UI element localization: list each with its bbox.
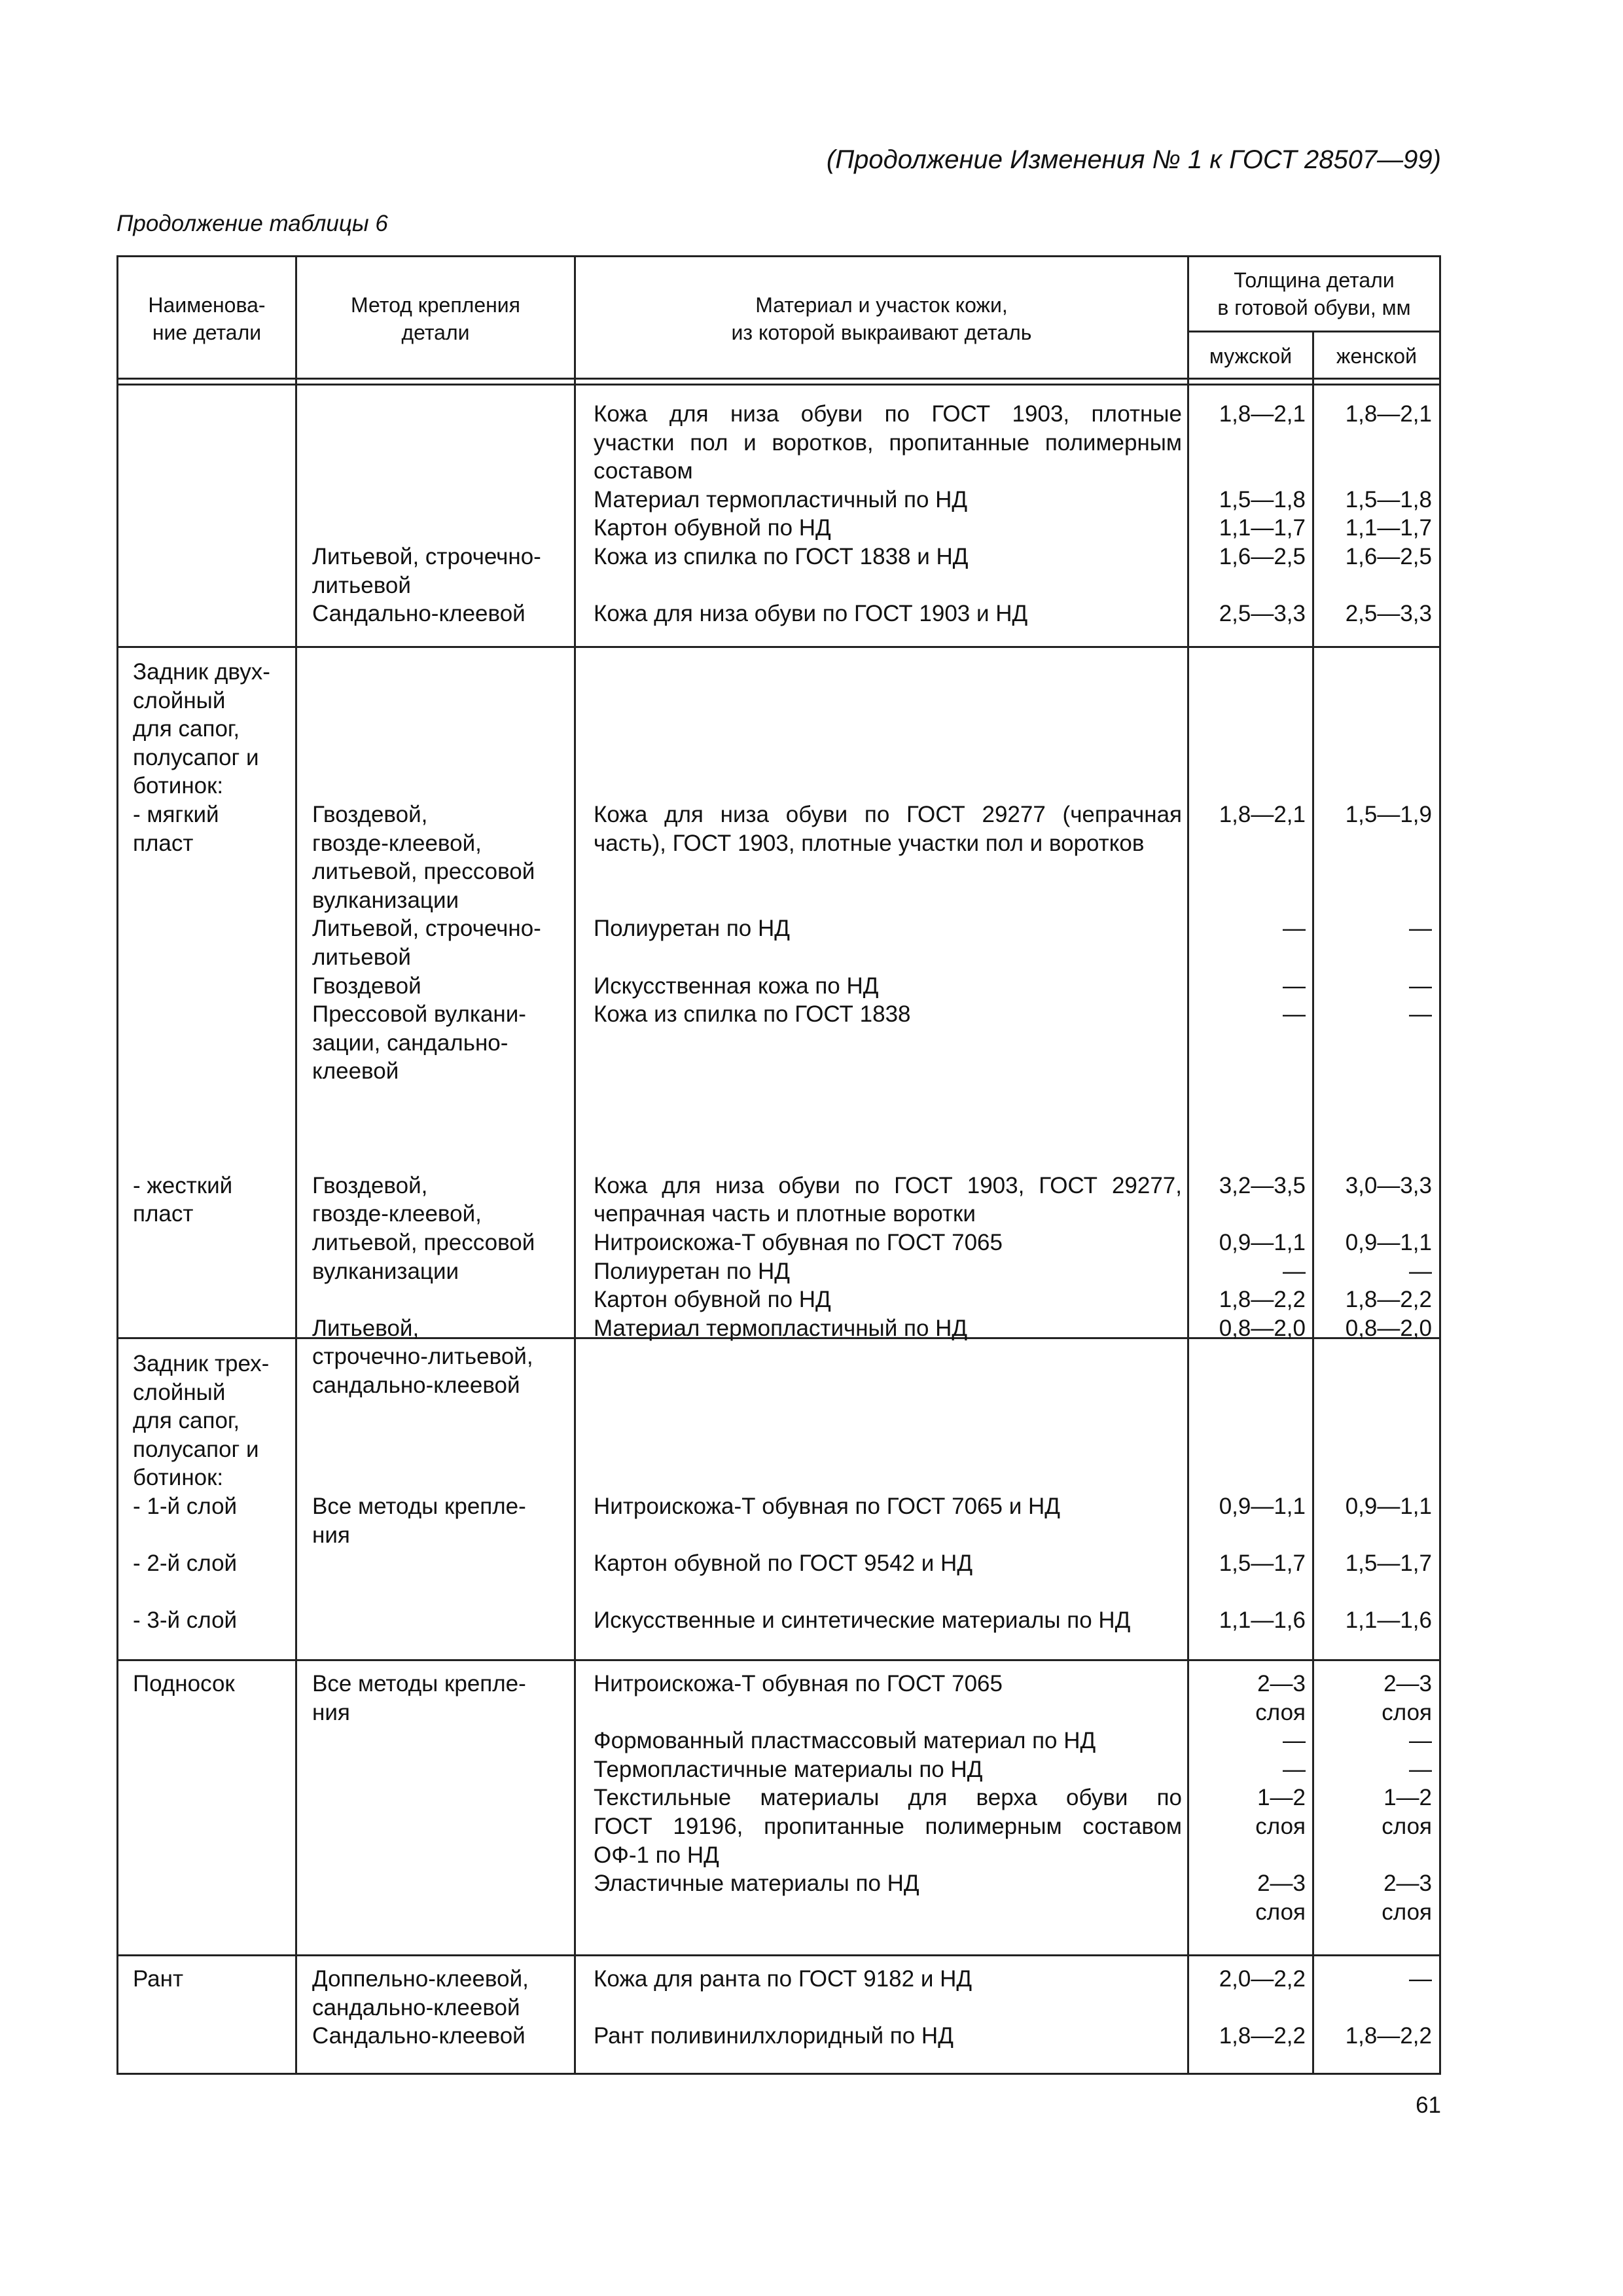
r2-male-line: — bbox=[1283, 916, 1306, 942]
r2-name-line: - жесткий bbox=[133, 1172, 233, 1198]
r4-material-line: ОФ-1 по НД bbox=[594, 1842, 719, 1868]
r2-method-line: литьевой, прессовой bbox=[312, 859, 535, 885]
r2-method-line: гвозде-клеевой, bbox=[312, 1201, 482, 1227]
r3-name-line: слойный bbox=[133, 1379, 226, 1405]
r1-female-line: 2,5—3,3 bbox=[1345, 601, 1432, 627]
r1-material-line: Кожа для низа обуви по ГОСТ 1903, плотные bbox=[594, 401, 1182, 427]
r4-female-line: слоя bbox=[1382, 1814, 1432, 1839]
r2-material-line: Картон обувной по НД bbox=[594, 1287, 831, 1313]
r3-male-line: 0,9—1,1 bbox=[1219, 1494, 1306, 1519]
r2-name-line: для сапог, bbox=[133, 716, 240, 742]
r3-name-line: - 1-й слой bbox=[133, 1494, 238, 1519]
r3-material-line: Искусственные и синтетические материалы по НД bbox=[594, 1607, 1131, 1634]
row-divider bbox=[118, 1659, 1439, 1661]
r2-material-line: Полиуретан по НД bbox=[594, 916, 790, 942]
r2-method-line: вулканизации bbox=[312, 1258, 459, 1284]
r2-name-line: - мягкий bbox=[133, 802, 219, 827]
r2-method-line: сандально-клеевой bbox=[312, 1372, 520, 1398]
r2-male-line: 1,8—2,2 bbox=[1219, 1287, 1306, 1313]
r2-method-line: литьевой bbox=[312, 944, 411, 970]
col-divider bbox=[295, 257, 297, 2073]
r1-female-line: 1,8—2,1 bbox=[1345, 401, 1432, 427]
r2-female-line: 3,0—3,3 bbox=[1345, 1172, 1432, 1198]
header-method: Метод крепления детали bbox=[351, 293, 520, 344]
header-male: мужской bbox=[1209, 344, 1293, 368]
r4-material-line: Термопластичные материалы по НД bbox=[594, 1756, 983, 1782]
r5-name-line: Рант bbox=[133, 1966, 184, 1992]
header-subdivider bbox=[1187, 331, 1439, 332]
r4-male-line: — bbox=[1283, 1756, 1306, 1782]
r1-material-line: Картон обувной по НД bbox=[594, 515, 831, 541]
table-6 bbox=[116, 255, 1441, 2075]
r2-material-line: Нитроискожа-Т обувная по ГОСТ 7065 bbox=[594, 1230, 1003, 1255]
r2-name-line: Задник двух- bbox=[133, 659, 270, 685]
r2-method-line: Литьевой, bbox=[312, 1315, 419, 1341]
r5-material-line: Рант поливинилхлоридный по НД bbox=[594, 2023, 954, 2049]
r4-male-line: 2—3 bbox=[1257, 1871, 1306, 1897]
running-head: (Продолжение Изменения № 1 к ГОСТ 28507—99) bbox=[826, 145, 1441, 174]
r2-male-line: 3,2—3,5 bbox=[1219, 1172, 1306, 1198]
table-caption: Продолжение таблицы 6 bbox=[116, 211, 388, 236]
col-divider bbox=[574, 257, 576, 2073]
r1-male-line: 1,6—2,5 bbox=[1219, 544, 1306, 569]
r2-method-line: клеевой bbox=[312, 1058, 399, 1085]
r4-female-line: слоя bbox=[1382, 1699, 1432, 1725]
r4-male-line: слоя bbox=[1255, 1814, 1306, 1839]
r2-method-line: Гвоздевой, bbox=[312, 1172, 428, 1198]
r2-material-line: Кожа из спилка по ГОСТ 1838 bbox=[594, 1001, 911, 1028]
r4-material-line: Нитроискожа-Т обувная по ГОСТ 7065 bbox=[594, 1671, 1003, 1696]
r4-male-line: — bbox=[1283, 1728, 1306, 1754]
r2-name-line: пласт bbox=[133, 1201, 194, 1227]
r1-male-line: 2,5—3,3 bbox=[1219, 601, 1306, 627]
r1-female-line: 1,6—2,5 bbox=[1345, 544, 1432, 569]
r2-material-line: Искусственная кожа по НД bbox=[594, 973, 879, 999]
r2-material-line: Кожа для низа обуви по ГОСТ 1903, ГОСТ 29277, bbox=[594, 1172, 1182, 1198]
header-thickness: Толщина детали в готовой обуви, мм bbox=[1217, 268, 1411, 319]
r2-female-line: — bbox=[1409, 1258, 1432, 1284]
r2-male-line: — bbox=[1283, 973, 1306, 999]
r5-method-line: Доппельно-клеевой, bbox=[312, 1966, 529, 1992]
r5-method-line: сандально-клеевой bbox=[312, 1994, 520, 2020]
r4-female-line: 2—3 bbox=[1383, 1871, 1432, 1897]
r1-method-line: Литьевой, строчечно- bbox=[312, 544, 541, 569]
r2-material-line: Полиуретан по НД bbox=[594, 1258, 790, 1284]
r4-material-line: Формованный пластмассовый материал по НД bbox=[594, 1728, 1096, 1754]
header-divider bbox=[118, 378, 1439, 380]
r4-method-line: ния bbox=[312, 1699, 350, 1725]
header-name: Наименова- ние детали bbox=[148, 293, 266, 344]
r2-method-line: зации, сандально- bbox=[312, 1030, 508, 1056]
r2-material-line: Кожа для низа обуви по ГОСТ 29277 (чепрачная bbox=[594, 802, 1182, 827]
r2-female-line: 0,8—2,0 bbox=[1345, 1315, 1432, 1341]
r3-female-line: 1,5—1,7 bbox=[1345, 1551, 1432, 1577]
r2-method-line: Прессовой вулкани- bbox=[312, 1001, 526, 1028]
r4-female-line: слоя bbox=[1382, 1899, 1432, 1925]
r3-name-line: Задник трех- bbox=[133, 1351, 270, 1376]
r3-method-line: Все методы крепле- bbox=[312, 1494, 526, 1519]
r2-method-line: строчечно-литьевой, bbox=[312, 1344, 533, 1370]
r5-male-line: 2,0—2,2 bbox=[1219, 1966, 1306, 1992]
r4-material-line: Эластичные материалы по НД bbox=[594, 1871, 919, 1897]
r4-male-line: 1—2 bbox=[1257, 1785, 1306, 1811]
header-material: Материал и участок кожи, из которой выкраивают деталь bbox=[731, 293, 1032, 344]
r2-female-line: — bbox=[1409, 916, 1432, 942]
r2-name-line: ботинок: bbox=[133, 773, 224, 799]
r2-method-line: литьевой, прессовой bbox=[312, 1230, 535, 1255]
r1-method-line: Сандально-клеевой bbox=[312, 601, 526, 627]
r4-material-line: Текстильные материалы для верха обуви по bbox=[594, 1785, 1182, 1811]
r3-female-line: 0,9—1,1 bbox=[1345, 1494, 1432, 1519]
r2-name-line: полусапог и bbox=[133, 744, 259, 770]
r2-male-line: 0,8—2,0 bbox=[1219, 1315, 1306, 1341]
r4-female-line: 1—2 bbox=[1383, 1785, 1432, 1811]
r3-female-line: 1,1—1,6 bbox=[1345, 1607, 1432, 1634]
r1-material-line: Кожа для низа обуви по ГОСТ 1903 и НД bbox=[594, 601, 1028, 627]
r2-male-line: — bbox=[1283, 1001, 1306, 1028]
r4-method-line: Все методы крепле- bbox=[312, 1671, 526, 1696]
r5-method-line: Сандально-клеевой bbox=[312, 2023, 526, 2049]
r3-name-line: полусапог и bbox=[133, 1436, 259, 1462]
r3-male-line: 1,5—1,7 bbox=[1219, 1551, 1306, 1577]
r1-male-line: 1,5—1,8 bbox=[1219, 486, 1306, 512]
r4-female-line: — bbox=[1409, 1728, 1432, 1754]
page-number: 61 bbox=[1416, 2092, 1441, 2118]
r4-name-line: Подносок bbox=[133, 1671, 235, 1696]
r1-material-line: участки пол и воротков, пропитанные полимерным bbox=[594, 429, 1182, 456]
r4-male-line: слоя bbox=[1255, 1699, 1306, 1725]
r2-male-line: — bbox=[1283, 1258, 1306, 1284]
r2-material-line: чепрачная часть и плотные воротки bbox=[594, 1201, 976, 1227]
r4-material-line: ГОСТ 19196, пропитанные полимерным составом bbox=[594, 1814, 1182, 1839]
header-female: женской bbox=[1336, 344, 1417, 368]
r4-female-line: — bbox=[1409, 1756, 1432, 1782]
r5-female-line: 1,8—2,2 bbox=[1345, 2023, 1432, 2049]
r1-material-line: Кожа из спилка по ГОСТ 1838 и НД bbox=[594, 544, 969, 569]
r2-male-line: 0,9—1,1 bbox=[1219, 1230, 1306, 1255]
r2-female-line: 0,9—1,1 bbox=[1345, 1230, 1432, 1255]
r1-material-line: Материал термопластичный по НД bbox=[594, 486, 968, 512]
header-divider bbox=[118, 384, 1439, 386]
r3-method-line: ния bbox=[312, 1522, 350, 1548]
r2-female-line: 1,8—2,2 bbox=[1345, 1287, 1432, 1313]
r2-method-line: Литьевой, строчечно- bbox=[312, 916, 541, 942]
r2-material-line: Материал термопластичный по НД bbox=[594, 1315, 968, 1341]
r3-male-line: 1,1—1,6 bbox=[1219, 1607, 1306, 1634]
r2-name-line: пласт bbox=[133, 830, 194, 856]
r3-name-line: - 3-й слой bbox=[133, 1607, 238, 1634]
r4-male-line: слоя bbox=[1255, 1899, 1306, 1925]
r1-male-line: 1,1—1,7 bbox=[1219, 515, 1306, 541]
r1-method-line: литьевой bbox=[312, 572, 411, 598]
r2-method-line: гвозде-клеевой, bbox=[312, 830, 482, 856]
r3-name-line: ботинок: bbox=[133, 1465, 224, 1491]
r3-name-line: - 2-й слой bbox=[133, 1551, 238, 1577]
r5-male-line: 1,8—2,2 bbox=[1219, 2023, 1306, 2049]
r5-material-line: Кожа для ранта по ГОСТ 9182 и НД bbox=[594, 1966, 972, 1992]
r2-female-line: — bbox=[1409, 1001, 1432, 1028]
r3-name-line: для сапог, bbox=[133, 1408, 240, 1434]
r1-female-line: 1,5—1,8 bbox=[1345, 486, 1432, 512]
row-divider bbox=[118, 1954, 1439, 1956]
r2-method-line: вулканизации bbox=[312, 887, 459, 913]
r2-material-line: часть), ГОСТ 1903, плотные участки пол и воротков bbox=[594, 830, 1145, 856]
r4-male-line: 2—3 bbox=[1257, 1671, 1306, 1696]
r4-female-line: 2—3 bbox=[1383, 1671, 1432, 1696]
r2-name-line: слойный bbox=[133, 687, 226, 713]
r3-material-line: Нитроискожа-Т обувная по ГОСТ 7065 и НД bbox=[594, 1494, 1060, 1519]
row-divider bbox=[118, 646, 1439, 648]
r2-male-line: 1,8—2,1 bbox=[1219, 802, 1306, 827]
r2-female-line: — bbox=[1409, 973, 1432, 999]
r2-method-line: Гвоздевой, bbox=[312, 802, 428, 827]
r1-male-line: 1,8—2,1 bbox=[1219, 401, 1306, 427]
r3-material-line: Картон обувной по ГОСТ 9542 и НД bbox=[594, 1551, 973, 1577]
r1-female-line: 1,1—1,7 bbox=[1345, 515, 1432, 541]
r2-female-line: 1,5—1,9 bbox=[1345, 802, 1432, 827]
r1-material-line: составом bbox=[594, 458, 693, 484]
r2-method-line: Гвоздевой bbox=[312, 973, 421, 999]
r5-female-line: — bbox=[1409, 1966, 1432, 1992]
